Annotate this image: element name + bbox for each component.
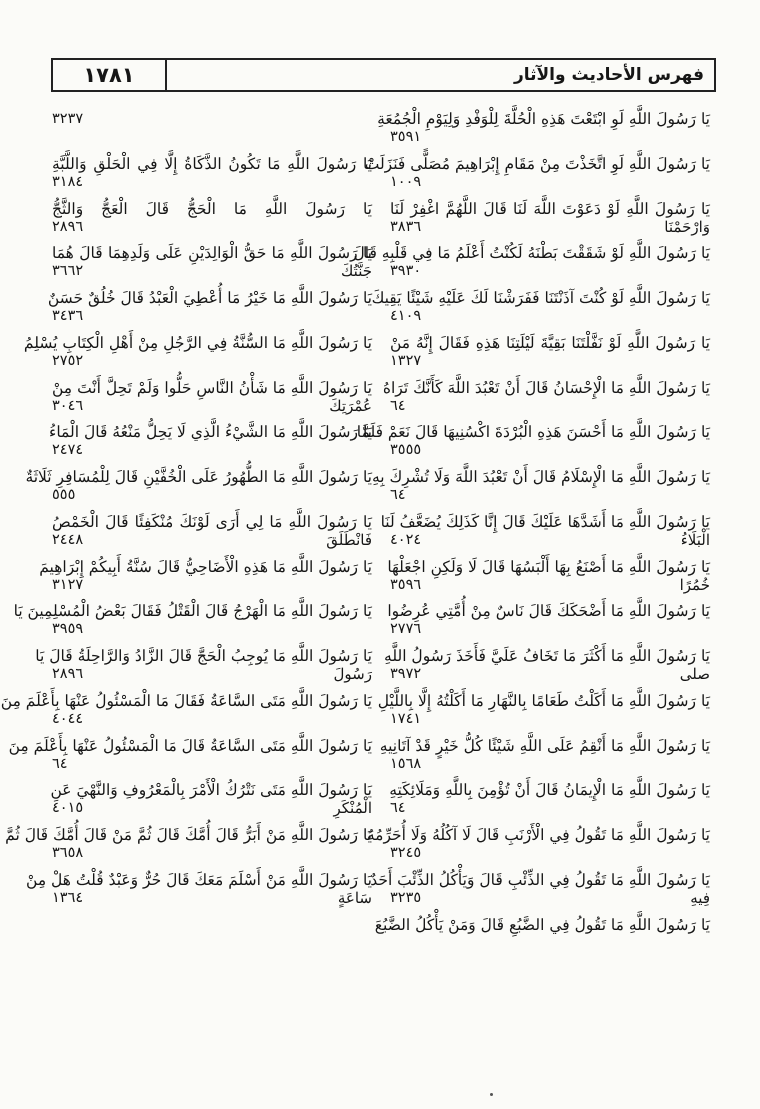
- index-entry: [390, 192, 710, 237]
- hadith-incipit: يَا رَسُولَ اللَّهِ مَا الطُّهُورُ عَلَى الْخُفَّيْنِ قَالَ لِلْمُسَافِرِ ثَلَاثَةٌ: [25, 468, 372, 486]
- hadith-number: ٣٤٣٦: [52, 308, 84, 324]
- entry-reference-line: [390, 128, 710, 146]
- entry-reference-line: [390, 307, 710, 325]
- hadith-number: ١٣٦٤: [52, 889, 84, 906]
- hadith-incipit: يَا رَسُولَ اللَّهِ لَوْ شَقَقْتَ بَطْنَهُ لَكُنْتُ أَعْلَمُ مَا فِي قَلْبِهِ قَالَ: [353, 244, 710, 263]
- entry-reference-line: [52, 218, 372, 236]
- index-entry: [0, 684, 372, 729]
- entry-reference-line: [52, 755, 372, 773]
- entry-reference-line: [52, 889, 372, 907]
- entry-reference-line: [390, 531, 710, 549]
- index-entry: [387, 594, 710, 639]
- entry-reference-line: [390, 441, 710, 459]
- hadith-number: ٣٥٥٥: [390, 442, 422, 459]
- index-entry: [382, 371, 710, 416]
- entry-reference-line: [390, 352, 710, 370]
- text-continuation: خُمُرًا: [679, 575, 710, 594]
- hadith-incipit: يَا رَسُولَ اللَّهِ مَا أَنْقِمُ عَلَى اللَّهِ شَيْئًا كُلُّ خَيْرٍ قَدْ آتَانِيهِ: [379, 736, 710, 755]
- entry-reference-line: [52, 486, 372, 504]
- index-entry: [356, 415, 710, 460]
- entry-reference-line: [390, 665, 710, 683]
- hadith-number: ٣٢٣٥: [390, 889, 422, 906]
- index-entry: [52, 192, 372, 237]
- hadith-number: ٤١٠٩: [390, 308, 422, 324]
- hadith-number: ٣٥٩١: [390, 129, 422, 145]
- entry-reference-line: [52, 441, 372, 459]
- index-entry: [370, 863, 710, 908]
- entry-reference-line: [390, 576, 710, 594]
- hadith-number: ٣٢٤٥: [390, 845, 422, 861]
- text-continuation: سَاعَةٍ: [337, 888, 372, 907]
- hadith-incipit: يَا رَسُولَ اللَّهِ لَوْ كُنْتَ آذَنْتَنَا فَفَرَشْنَا لَكَ عَلَيْهِ شَيْئًا يَقِيكَ: [371, 289, 710, 307]
- entry-reference-line: [52, 307, 372, 325]
- index-entry: [25, 460, 372, 505]
- text-continuation: فَانْطَلَقَ: [326, 530, 372, 549]
- index-entry: [371, 460, 710, 505]
- hadith-incipit: يَا رَسُولَ اللَّهِ مَا السُّنَّةُ فِي الرَّجُلِ مِنْ أَهْلِ الْكِتَابِ يُسْلِمُ: [23, 333, 372, 352]
- text-continuation: وَارْحَمْنَا: [664, 217, 710, 236]
- entry-reference-line: [390, 397, 710, 415]
- hadith-number: ٣٩٧٢: [390, 666, 422, 682]
- index-entry: [52, 371, 372, 416]
- text-continuation: صلى: [679, 665, 710, 683]
- hadith-number: ٦٤: [390, 487, 406, 503]
- hadith-incipit: يَا رَسُولَ اللَّهِ لَوِ ابْتَعْتَ هَذِهِ الْحُلَّةَ لِلْوَفْدِ وَلِيَوْمِ الْجُمُعَةِ: [377, 110, 710, 128]
- hadith-incipit: يَا رَسُولَ اللَّهِ مَا أَصْنَعُ بِهَا أَلْبَسُهَا قَالَ لَا وَلَكِنِ اجْعَلْهَا: [387, 557, 710, 576]
- hadith-incipit: يَا رَسُولَ اللَّهِ مَنْ أَسْلَمَ مَعَكَ قَالَ حُرٌّ وَعَبْدٌ قُلْتُ هَلْ مِنْ: [26, 870, 372, 889]
- index-entry: [52, 236, 372, 281]
- hadith-incipit: يَا رَسُولَ اللَّهِ مَا الْهَرْجُ قَالَ الْقَتْلُ فَقَالَ بَعْضُ الْمُسْلِمِينَ يَا: [13, 602, 372, 621]
- entry-reference-line: [52, 665, 372, 683]
- hadith-incipit: يَا رَسُولَ اللَّهِ مَا حَقُّ الْوَالِدَيْنِ عَلَى وَلَدِهِمَا قَالَ هُمَا: [52, 244, 372, 263]
- hadith-incipit: يَا رَسُولَ اللَّهِ لَوْ دَعَوْتَ اللَّهَ لَنَا قَالَ اللَّهُمَّ اغْفِرْ لَنَا: [390, 199, 710, 218]
- hadith-number: ٥٥٥: [52, 487, 76, 503]
- index-entry: [390, 773, 710, 818]
- text-continuation: رَسُولَ: [333, 665, 372, 683]
- entry-reference-line: [390, 262, 710, 280]
- hadith-number: ٣٥٩٦: [390, 576, 422, 593]
- hadith-number: ٣٦٥٨: [52, 845, 84, 861]
- entry-reference-line: [52, 352, 372, 370]
- text-continuation: جَنَّتُكَ: [341, 262, 372, 281]
- hadith-incipit: يَا رَسُولَ اللَّهِ مَا تَقُولُ فِي الضَّبُعِ قَالَ وَمَنْ يَأْكُلُ الضَّبُعَ: [374, 915, 710, 934]
- index-entry: [366, 818, 710, 863]
- entry-reference-line: [52, 531, 372, 549]
- page-number: ١٧٨١: [83, 63, 135, 87]
- hadith-incipit: يَا رَسُولَ اللَّهِ مَا الْإِسْلَامُ قَالَ أَنْ تَعْبُدَ اللَّهَ وَلَا تُشْرِكَ بِهِ: [371, 468, 710, 486]
- index-entry: [52, 505, 372, 550]
- hadith-incipit: يَا رَسُولَ اللَّهِ مَتَى نَتْرُكُ الْأَمْرَ بِالْمَعْرُوفِ وَالنَّهْيَ عَنِ: [50, 781, 372, 800]
- index-entry: [39, 550, 372, 595]
- hadith-incipit: يَا رَسُولَ اللَّهِ مَا الْحَجُّ قَالَ الْعَجُّ وَالثَّجُّ: [52, 199, 372, 218]
- text-continuation: الْبَلَاءُ: [680, 530, 710, 549]
- index-entry: [35, 639, 372, 684]
- index-entry: [47, 281, 372, 326]
- hadith-number: ١٣٢٧: [390, 352, 422, 369]
- hadith-number: ٣١٢٧: [52, 576, 84, 593]
- entry-reference-line: [390, 710, 710, 728]
- entry-reference-line: [52, 620, 372, 638]
- index-entry: [377, 102, 710, 147]
- index-entry: [26, 863, 372, 908]
- index-entry: [384, 639, 710, 684]
- index-entry: [377, 684, 710, 729]
- index-entry: [364, 147, 710, 192]
- hadith-incipit: يَا رَسُولَ اللَّهِ مَا لِي أَرَى لَوْنَكَ مُنْكَفِئًا قَالَ الْخَمْصُ: [52, 512, 372, 531]
- hadith-number: ٢٤٤٨: [52, 531, 84, 548]
- hadith-number: ٣٩٣٠: [390, 263, 422, 280]
- hadith-incipit: يَا رَسُولَ اللَّهِ مَا أَكْثَرَ مَا تَخَافُ عَلَيَّ فَأَخَذَ رَسُولُ اللَّهِ: [384, 647, 710, 665]
- index-entry: [380, 505, 710, 550]
- hadith-number: ٤٠١٥: [52, 800, 84, 817]
- hadith-incipit: يَا رَسُولَ اللَّهِ مَا الشَّيْءُ الَّذِي لَا يَحِلُّ مَنْعُهُ قَالَ الْمَاءُ: [49, 423, 372, 442]
- entry-reference-line: [390, 218, 710, 236]
- hadith-incipit: يَا رَسُولَ اللَّهِ مَا خَيْرُ مَا أُعْطِيَ الْعَبْدُ قَالَ خُلُقٌ حَسَنٌ: [47, 289, 372, 307]
- hadith-number: ٤٠٢٤: [390, 531, 422, 548]
- hadith-number: ١٠٠٩: [390, 173, 422, 190]
- text-continuation: الْمُنْكَرِ: [333, 799, 372, 818]
- index-entry: [371, 281, 710, 326]
- entry-reference-line: [390, 620, 710, 638]
- entry-reference-line: [52, 262, 372, 280]
- hadith-incipit: يَا رَسُولَ اللَّهِ مَا الْإِحْسَانُ قَالَ أَنْ تَعْبُدَ اللَّهَ كَأَنَّكَ تَرَاهُ: [382, 378, 710, 397]
- hadith-incipit: يَا رَسُولَ اللَّهِ مَا أَكَلْتُ طَعَامًا بِالنَّهَارِ مَا أَكَلْتُهُ إِلَّا بِاللَّيْلِ: [377, 691, 710, 710]
- hadith-number: ٢٤٧٤: [52, 442, 84, 459]
- index-entry: [52, 147, 372, 192]
- hadith-number: ٢٨٩٦: [52, 218, 84, 235]
- hadith-incipit: يَا رَسُولَ اللَّهِ مَا شَأْنُ النَّاسِ حَلُّوا وَلَمْ تَحِلَّ أَنْتَ مِنْ: [52, 378, 372, 397]
- hadith-number: ٤٠٤٤: [52, 710, 84, 727]
- entry-reference-line: [390, 844, 710, 862]
- hadith-incipit: يَا رَسُولَ اللَّهِ مَا تَقُولُ فِي الذِّئْبِ قَالَ وَيَأْكُلُ الذِّئْبَ أَحَدٌ: [370, 870, 710, 889]
- hadith-incipit: يَا رَسُولَ اللَّهِ مَنْ أَبَرُّ قَالَ أُمَّكَ قَالَ ثُمَّ مَنْ قَالَ أُمَّكَ قَالَ ثُمَّ: [5, 826, 372, 844]
- hadith-number: ٢٧٧٦: [390, 621, 422, 638]
- entry-reference-line: [52, 710, 372, 728]
- hadith-incipit: يَا رَسُولَ اللَّهِ مَتَى السَّاعَةُ فَقَالَ مَا الْمَسْئُولُ عَنْهَا بِأَعْلَمَ مِنَ: [0, 691, 372, 710]
- hadith-number: ٣٢٣٧: [52, 111, 84, 127]
- entry-reference-line: [52, 173, 372, 191]
- hadith-number: ٣٩٥٩: [52, 621, 84, 638]
- entry-reference-line: [390, 173, 710, 191]
- hadith-number: ٣١٨٤: [52, 173, 84, 190]
- print-speck: [490, 1093, 493, 1096]
- index-entry: [387, 550, 710, 595]
- index-entry: [390, 326, 710, 371]
- hadith-number: ٣٠٤٦: [52, 397, 84, 414]
- entry-reference-line: [52, 110, 372, 128]
- hadith-number: ١٧٤١: [390, 710, 422, 727]
- entry-reference-line: [52, 844, 372, 862]
- hadith-incipit: يَا رَسُولَ اللَّهِ مَا يُوجِبُ الْحَجَّ قَالَ الزَّادُ وَالرَّاحِلَةُ قَالَ يَا: [35, 647, 372, 665]
- hadith-number: ٦٤: [52, 755, 68, 772]
- index-entry: [8, 729, 372, 774]
- hadith-number: ٦٤: [390, 800, 406, 817]
- index-entry: [49, 415, 372, 460]
- hadith-incipit: يَا رَسُولَ اللَّهِ مَا أَضْحَكَكَ قَالَ نَاسٌ مِنْ أُمَّتِي عُرِضُوا: [387, 602, 710, 621]
- hadith-number: ٣٨٣٦: [390, 218, 422, 235]
- entry-reference-line: [52, 799, 372, 817]
- entry-reference-line: [390, 486, 710, 504]
- hadith-incipit: يَا رَسُولَ اللَّهِ مَا تَقُولُ فِي الْأَرْنَبِ قَالَ لَا آكُلُهُ وَلَا أُحَرِّمُهُ: [366, 826, 710, 844]
- hadith-incipit: يَا رَسُولَ اللَّهِ مَتَى السَّاعَةُ قَالَ مَا الْمَسْئُولُ عَنْهَا بِأَعْلَمَ مِنَ: [8, 736, 372, 755]
- entry-reference-line: [390, 799, 710, 817]
- hadith-number: ٢٨٩٦: [52, 666, 84, 682]
- index-entry: [52, 773, 372, 818]
- page-header: [51, 58, 716, 92]
- entry-reference-line: [52, 397, 372, 415]
- index-entry: [5, 818, 372, 863]
- index-entry: [52, 102, 372, 147]
- hadith-incipit: يَا رَسُولَ اللَّهِ مَا أَحْسَنَ هَذِهِ الْبُرْدَةَ اكْسُنِيهَا قَالَ نَعَمْ فَلَمَّا: [356, 423, 710, 442]
- text-continuation: فِيهِ: [690, 888, 710, 907]
- index-entry: [379, 729, 710, 774]
- index-entry: [13, 594, 372, 639]
- hadith-number: ٦٤: [390, 397, 406, 414]
- hadith-number: ٢٧٥٢: [52, 352, 84, 369]
- page-title: فهرس الأحاديث والآثار: [513, 65, 704, 85]
- hadith-number: ١٥٦٨: [390, 755, 422, 772]
- hadith-incipit: يَا رَسُولَ اللَّهِ مَا تَكُونُ الذَّكَاةُ إِلَّا فِي الْحَلْقِ وَاللَّبَّةِ: [52, 154, 372, 173]
- index-entry: [374, 908, 710, 953]
- left-index-column: [0, 102, 372, 1087]
- hadith-incipit: يَا رَسُولَ اللَّهِ مَا الْإِيمَانُ قَالَ أَنْ تُؤْمِنَ بِاللَّهِ وَمَلَائِكَتِهِ: [389, 781, 710, 800]
- entry-reference-line: [390, 889, 710, 907]
- entry-reference-line: [390, 755, 710, 773]
- text-continuation: عُمْرَتِكَ: [329, 396, 372, 415]
- hadith-incipit: يَا رَسُولَ اللَّهِ مَا هَذِهِ الْأَضَاحِيُّ قَالَ سُنَّةُ أَبِيكُمْ إِبْرَاهِيمَ: [39, 557, 372, 576]
- entry-reference-line: [52, 576, 372, 594]
- hadith-incipit: يَا رَسُولَ اللَّهِ لَوْ نَفَّلْتَنَا بَقِيَّةَ لَيْلَتِنَا هَذِهِ فَقَالَ إِنَّهُ مَنْ: [390, 333, 710, 352]
- index-entry: [23, 326, 372, 371]
- hadith-number: ٣٦٦٢: [52, 263, 84, 280]
- hadith-incipit: يَا رَسُولَ اللَّهِ مَا أَشَدَّهَا عَلَيْكَ قَالَ إِنَّا كَذَلِكَ يُضَعَّفُ لَنَا: [380, 512, 710, 531]
- hadith-incipit: يَا رَسُولَ اللَّهِ لَوِ اتَّخَذْتَ مِنْ مَقَامِ إِبْرَاهِيمَ مُصَلًّى فَنَزَلَتْ: [364, 154, 710, 173]
